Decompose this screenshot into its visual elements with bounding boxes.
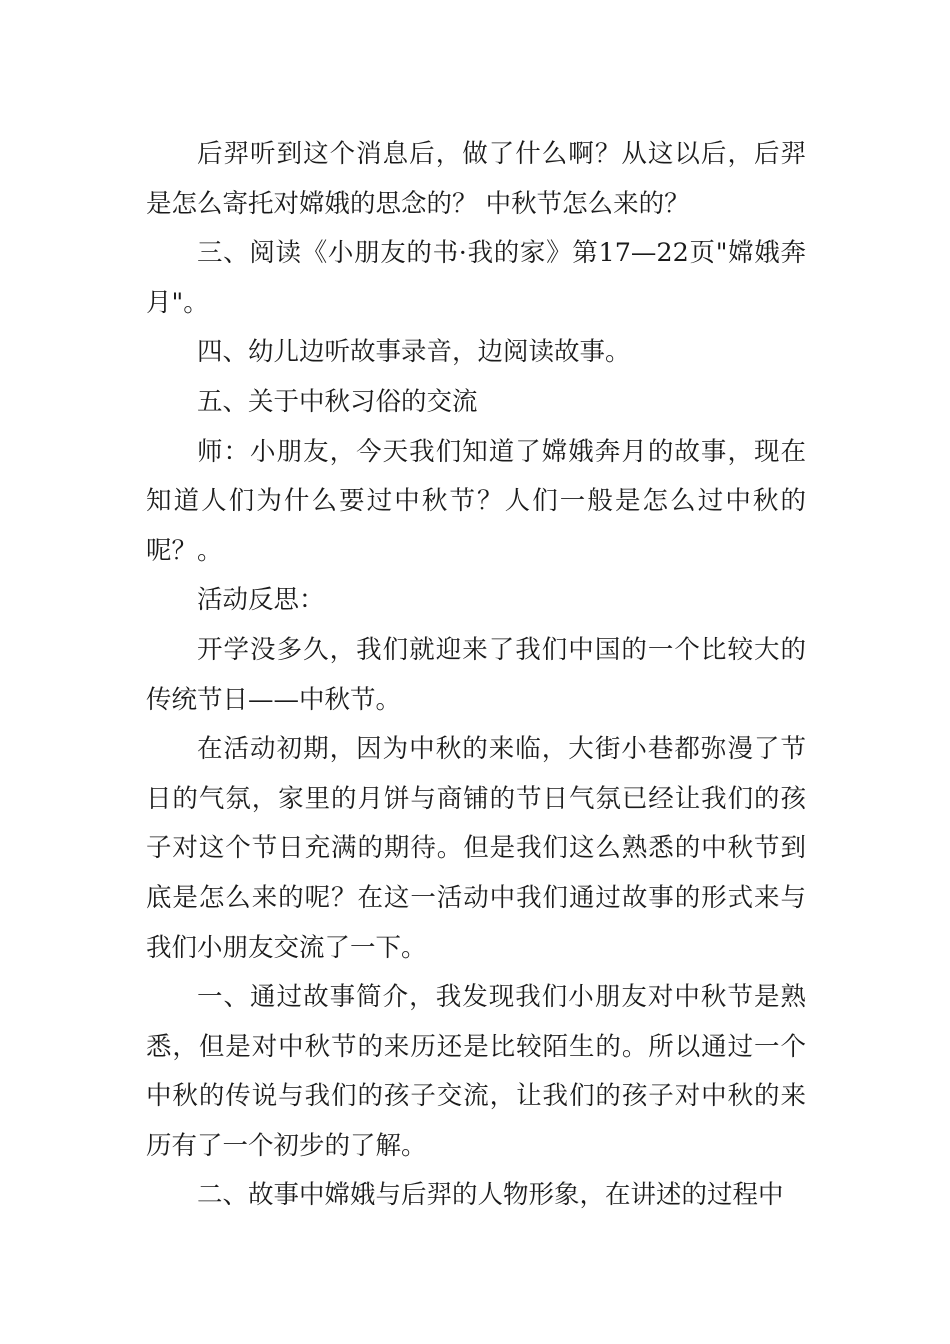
paragraph-reflection-early-stage: 在活动初期，因为中秋的来临，大街小巷都弥漫了节日的气氛，家里的月饼与商铺的节日气氛已经让我们的孩子对这个节日充满的期待。但是我们这么熟悉的中秋节到底是怎么来的呢？在这一活动中我们通过故事的形式来与我们小朋友交流了一下。 — [146, 734, 806, 963]
paragraph-step-three-reading: 三、阅读《小朋友的书·我的家》第17—22页"嫦娥奔月"。 — [146, 238, 806, 318]
paragraph-step-five-customs: 五、关于中秋习俗的交流 — [197, 386, 478, 417]
paragraph-reflection-point-one: 一、通过故事简介，我发现我们小朋友对中秋节是熟悉，但是对中秋节的来历还是比较陌生的。所以通过一个中秋的传说与我们的孩子交流，让我们的孩子对中秋的来历有了一个初步的了解。 — [146, 982, 806, 1161]
paragraph-teacher-question: 师：小朋友，今天我们知道了嫦娥奔月的故事，现在知道人们为什么要过中秋节？人们一般是怎么过中秋的呢？。 — [146, 436, 806, 566]
paragraph-step-four-listening: 四、幼儿边听故事录音，边阅读故事。 — [197, 337, 631, 368]
paragraph-reflection-point-two: 二、故事中嫦娥与后羿的人物形象，在讲述的过程中 — [197, 1180, 784, 1211]
paragraph-reflection-heading: 活动反思： — [197, 585, 325, 616]
paragraph-houyi-question: 后羿听到这个消息后，做了什么啊？从这以后，后羿是怎么寄托对嫦娥的思念的？ 中秋节怎么来的？ — [146, 139, 806, 219]
paragraph-reflection-intro: 开学没多久，我们就迎来了我们中国的一个比较大的传统节日——中秋节。 — [146, 634, 806, 715]
document-body — [146, 130, 806, 1221]
